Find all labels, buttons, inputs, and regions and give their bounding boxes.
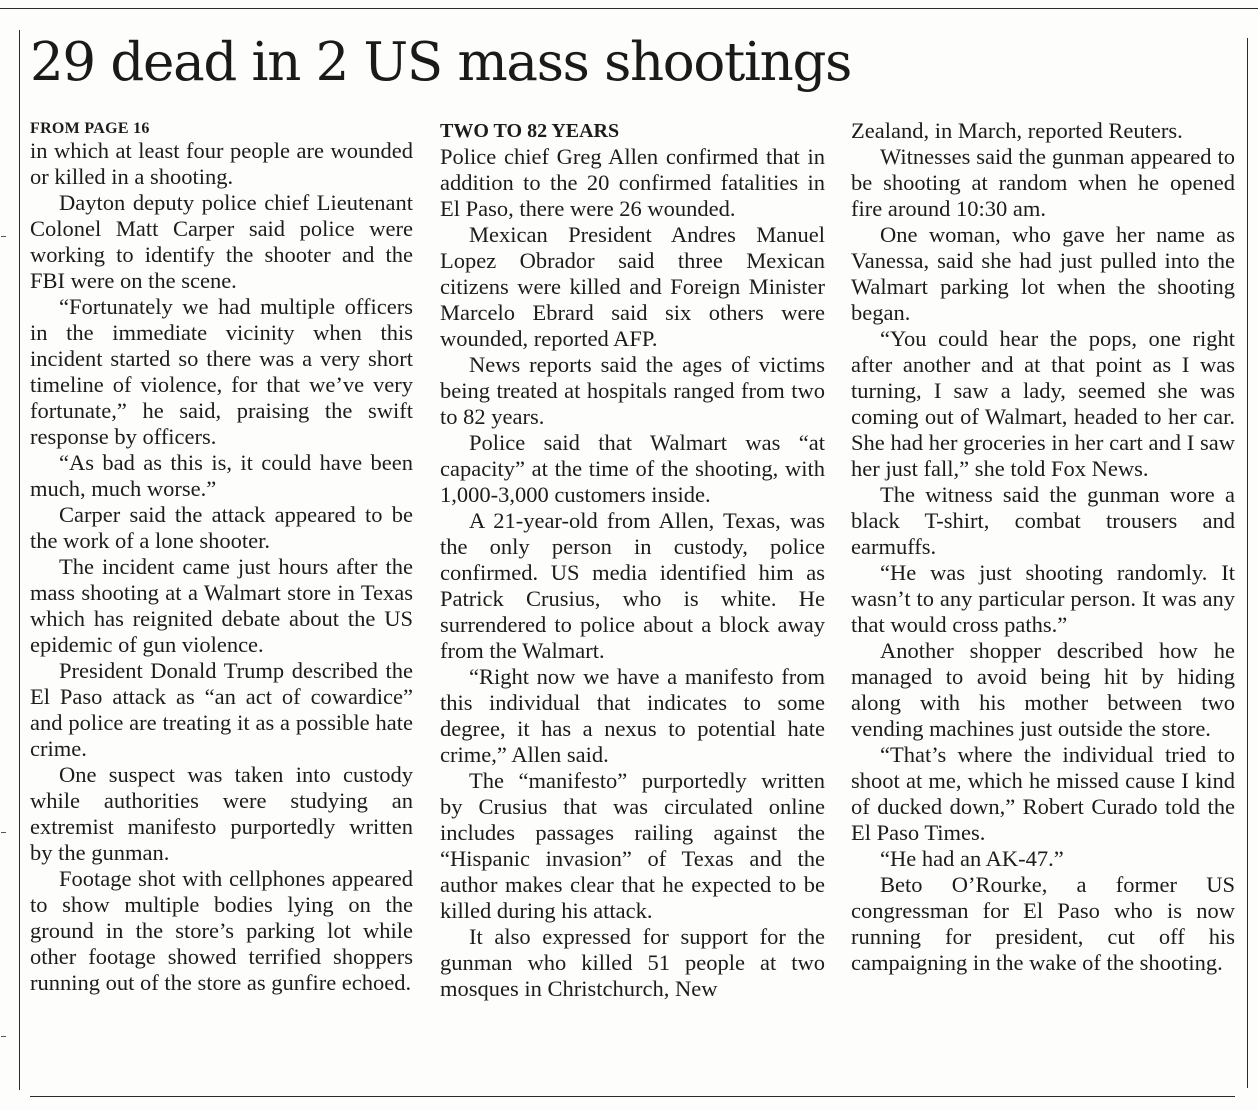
article-paragraph: Police chief Greg Allen confirmed that in addition to the 20 confirmed fatalities in El Paso, there were 26 wounded. <box>440 144 825 221</box>
article-column-3 <box>851 118 1235 976</box>
article-paragraph: “As bad as this is, it could have been much, much worse.” <box>30 450 413 501</box>
article-paragraph: “That’s where the individual tried to shoot at me, which he missed cause I kind of ducked down,” Robert Curado told the El Paso Times. <box>851 742 1235 845</box>
top-rule <box>0 8 1258 9</box>
article-paragraph: Zealand, in March, reported Reuters. <box>851 118 1183 143</box>
article-column-2 <box>440 118 825 1002</box>
article-paragraph: President Donald Trump described the El Paso attack as “an act of cowardice” and police are treating it as a possible hate crime. <box>30 658 413 761</box>
article-paragraph: The “manifesto” purportedly written by Crusius that was circulated online includes passages railing against the “Hispanic invasion” of Texas and the author makes clear that he expected to be killed during his attack. <box>440 768 825 923</box>
article-paragraph: in which at least four people are wounded or killed in a shooting. <box>30 138 413 189</box>
edge-mark <box>1 236 6 237</box>
article-paragraph: A 21-year-old from Allen, Texas, was the only person in custody, police confirmed. US media identified him as Patrick Crusius, who is white. He surrendered to police about a block away from the Walmart. <box>440 508 825 663</box>
article-paragraph: News reports said the ages of victims being treated at hospitals ranged from two to 82 years. <box>440 352 825 429</box>
headline: 29 dead in 2 US mass shootings <box>30 32 852 93</box>
edge-mark <box>1 1036 6 1037</box>
bottom-rule <box>30 1096 1235 1097</box>
edge-mark <box>1 832 6 833</box>
article-paragraph: Witnesses said the gunman appeared to be shooting at random when he opened fire around 10:30 am. <box>851 144 1235 221</box>
article-paragraph: “Right now we have a manifesto from this individual that indicates to some degree, it has a nexus to potential hate crime,” Allen said. <box>440 664 825 767</box>
article-paragraph: “Fortunately we had multiple officers in the immediate vicinity when this incident started so there was a very short timeline of violence, for that we’ve very fortunate,” he said, praising the swift response by officers. <box>30 294 413 449</box>
left-rule <box>19 30 20 1090</box>
continuation-kicker: FROM PAGE 16 <box>30 120 150 137</box>
article-paragraph: The witness said the gunman wore a black T-shirt, combat trousers and earmuffs. <box>851 482 1235 559</box>
section-subhead: TWO TO 82 YEARS <box>440 120 620 142</box>
article-paragraph: Dayton deputy police chief Lieutenant Colonel Matt Carper said police were working to identify the shooter and the FBI were on the scene. <box>30 190 413 293</box>
right-rule <box>1247 38 1248 1088</box>
article-paragraph: “He was just shooting randomly. It wasn’t to any particular person. It was any that would cross paths.” <box>851 560 1235 637</box>
article-paragraph: Footage shot with cellphones appeared to show multiple bodies lying on the ground in the store’s parking lot while other footage showed terrified shoppers running out of the store as gunfire echoed. <box>30 866 413 995</box>
article-paragraph: One woman, who gave her name as Vanessa, said she had just pulled into the Walmart parking lot when the shooting began. <box>851 222 1235 325</box>
article-paragraph: Mexican President Andres Manuel Lopez Obrador said three Mexican citizens were killed and Foreign Minister Marcelo Ebrard said six others were wounded, reported AFP. <box>440 222 825 351</box>
article-paragraph: “You could hear the pops, one right after another and at that point as I was turning, I saw a lady, seemed she was coming out of Walmart, headed to her car. She had her groceries in her cart and I saw her just fall,” she told Fox News. <box>851 326 1235 481</box>
article-paragraph: The incident came just hours after the mass shooting at a Walmart store in Texas which has reignited debate about the US epidemic of gun violence. <box>30 554 413 657</box>
article-column-1 <box>30 118 413 996</box>
article-paragraph: It also expressed for support for the gunman who killed 51 people at two mosques in Christchurch, New <box>440 924 825 1001</box>
article-paragraph: “He had an AK-47.” <box>880 846 1064 871</box>
article-paragraph: Carper said the attack appeared to be the work of a lone shooter. <box>30 502 413 553</box>
article-paragraph: One suspect was taken into custody while authorities were studying an extremist manifesto purportedly written by the gunman. <box>30 762 413 865</box>
article-paragraph: Another shopper described how he managed to avoid being hit by hiding along with his mother between two vending machines just outside the store. <box>851 638 1235 741</box>
article-paragraph: Beto O’Rourke, a former US congressman for El Paso who is now running for president, cut off his campaigning in the wake of the shooting. <box>851 872 1235 975</box>
article-paragraph: Police said that Walmart was “at capacity” at the time of the shooting, with 1,000-3,000 customers inside. <box>440 430 825 507</box>
